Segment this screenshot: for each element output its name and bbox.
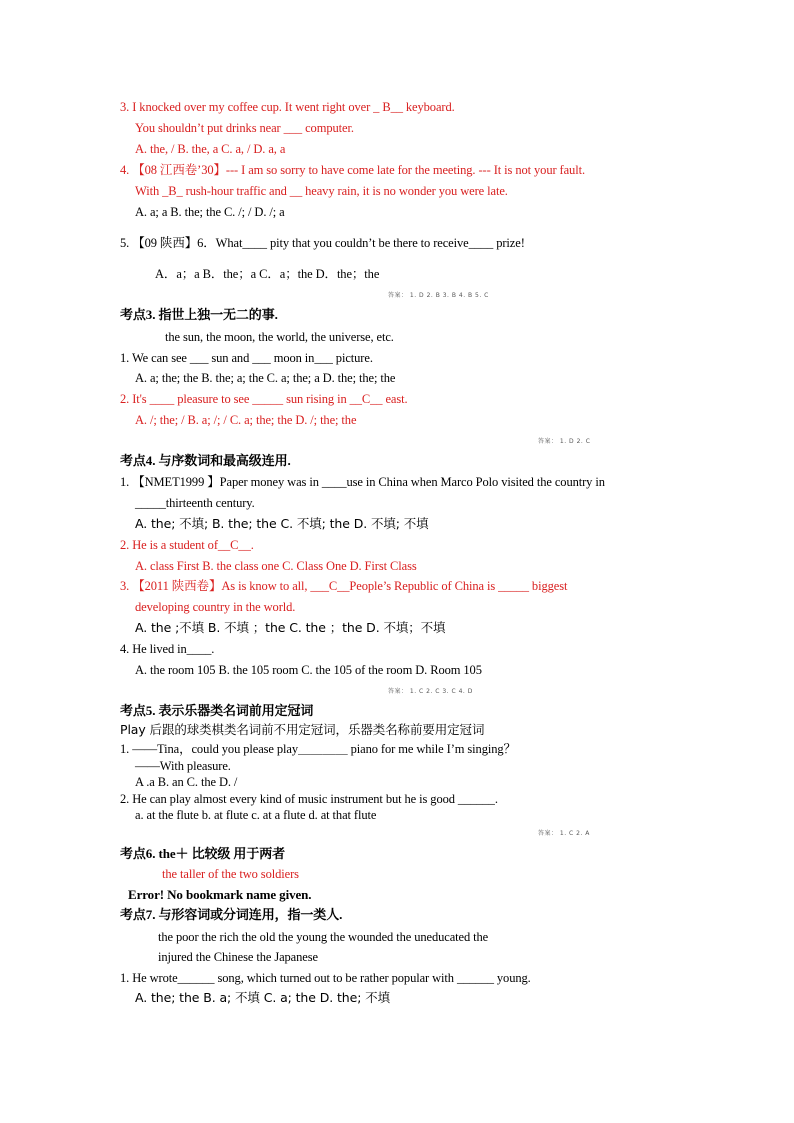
line-q4-stem: 4. 【08 江西卷’30】--- I am so sorry to have come late for the meeting. --- It is not your fault.	[120, 163, 585, 177]
line-p4-2o: A. class First B. the class one C. Class One D. First Class	[135, 559, 417, 573]
line-p4-2: 2. He is a student of__C__.	[120, 538, 254, 552]
line-h6: 考点6. the＋ 比较级 用于两者	[120, 846, 286, 861]
line-p4-4: 4. He lived in____.	[120, 642, 215, 656]
line-q4-stem2: With _B_ rush-hour traffic and __ heavy rain, it is no wonder you were late.	[135, 184, 508, 198]
line-q3-opts: A. the, / B. the, a C. a, / D. a, a	[135, 142, 286, 156]
line-h6-ex: the taller of the two soldiers	[162, 867, 299, 881]
line-q4-opts: A. a; a B. the; the C. /; / D. /; a	[135, 205, 285, 219]
line-p3-1: 1. We can see ___ sun and ___ moon in___ picture.	[120, 351, 373, 365]
line-p4-4o: A. the room 105 B. the 105 room C. the 105 of the room D. Room 105	[135, 663, 482, 677]
line-h7-ex2: injured the Chinese the Japanese	[158, 950, 318, 964]
line-h3: 考点3. 指世上独一无二的事.	[120, 307, 278, 322]
line-p4-3b: developing country in the world.	[135, 600, 296, 614]
line-err: Error! No bookmark name given.	[128, 887, 312, 902]
line-p5-1: 1. ——Tina，could you please play＿＿＿＿ piano for me while I’m singing？	[120, 742, 516, 756]
line-q3-stem2: You shouldn’t put drinks near ___ computer.	[135, 121, 354, 135]
line-p3-2o: A. /; the; / B. a; /; / C. a; the; the D. /; the; the	[135, 413, 357, 427]
line-p5-1o: A .a B. an C. the D. /	[135, 775, 238, 789]
line-p5-1b: ——With pleasure.	[135, 759, 231, 773]
line-q5-opts: A．a；a B．the；a C．a；the D．the；the	[155, 267, 380, 281]
answer-key-2: 答案： 1. D 2. C	[538, 438, 591, 445]
line-p7-1: 1. He wrote______ song, which turned out to be rather popular with ______ young.	[120, 971, 531, 985]
line-p7-1o: A. the; the B. a; 不填 C. a; the D. the; 不填	[135, 990, 390, 1005]
line-h5-note: Play 后跟的球类棋类名词前不用定冠词，乐器类名称前要用定冠词	[120, 722, 485, 737]
line-p3-1o: A. a; the; the B. the; a; the C. a; the; a D. the; the; the	[135, 371, 396, 385]
line-q5-stem: 5. 【09 陕西】6．What____ pity that you couldn’t be there to receive____ prize!	[120, 236, 525, 250]
answer-key-4: 答案： 1. C 2. A	[538, 830, 590, 837]
line-p4-1o: A. the; 不填; B. the; the C. 不填; the D. 不填; 不填	[135, 516, 429, 531]
line-p4-3: 3. 【2011 陕西卷】As is know to all, ___C__People’s Republic of China is _____ biggest	[120, 579, 568, 593]
line-h7: 考点7. 与形容词或分词连用，指一类人.	[120, 907, 343, 922]
line-h3-ex: the sun, the moon, the world, the universe, etc.	[165, 330, 394, 344]
line-p5-2: 2. He can play almost every kind of music instrument but he is good ______.	[120, 792, 498, 806]
answer-key-3: 答案： 1. C 2. C 3. C 4. D	[388, 688, 473, 695]
line-p5-2o: a. at the flute b. at flute c. at a flute d. at that flute	[135, 808, 377, 822]
line-p4-1: 1. 【NMET1999 】Paper money was in ____use in China when Marco Polo visited the country in	[120, 475, 605, 489]
line-p4-3o: A. the ;不填 B. 不填 ；the C. the ；the D. 不填；不填	[135, 620, 446, 635]
line-h4: 考点4. 与序数词和最高级连用.	[120, 453, 291, 468]
line-q3-stem: 3. I knocked over my coffee cup. It went right over _ B__ keyboard.	[120, 100, 455, 114]
line-p4-1b: _____thirteenth century.	[135, 496, 255, 510]
line-h5: 考点5. 表示乐器类名词前用定冠词	[120, 703, 314, 718]
answer-key-1: 答案： 1. D 2. B 3. B 4. B 5. C	[388, 292, 489, 299]
line-p3-2: 2. It's ____ pleasure to see _____ sun rising in __C__ east.	[120, 392, 408, 406]
line-h7-ex1: the poor the rich the old the young the wounded the uneducated the	[158, 930, 489, 944]
